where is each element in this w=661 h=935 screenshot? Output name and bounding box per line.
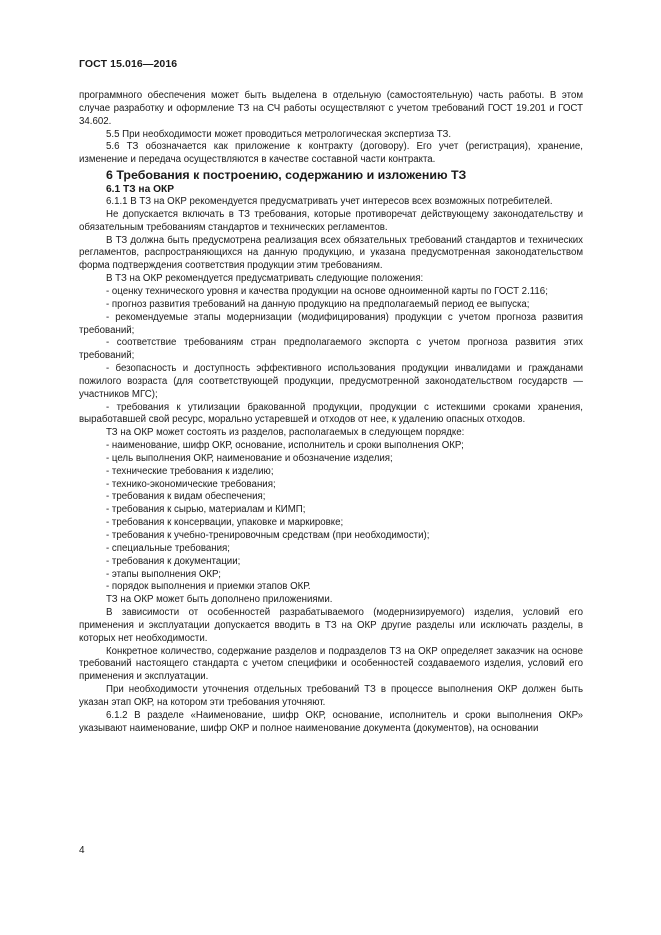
paragraph: Не допускается включать в ТЗ требования, которые противоречат действующему законодательству и обязательным требованиям стандартов и технических регламентов. xyxy=(79,208,583,233)
list-item: - оценку технического уровня и качества продукции на основе одноименной карты по ГОСТ 2.116; xyxy=(106,285,548,297)
paragraph: 6.1.1 В ТЗ на ОКР рекомендуется предусматривать учет интересов всех возможных потребителей. xyxy=(106,196,553,208)
list-item: - прогноз развития требований на данную продукцию на предполагаемый период ее выпуска; xyxy=(106,298,530,310)
list-item: - этапы выполнения ОКР; xyxy=(106,568,222,580)
paragraph: При необходимости уточнения отдельных требований ТЗ в процессе выполнения ОКР должен быть указан этап ОКР, на котором эти требования уточняют. xyxy=(79,684,583,708)
list-item: - специальные требования; xyxy=(106,542,230,554)
list-item: - требования к утилизации бракованной продукции, продукции с истекшими сроками хранения, выработавшей свой ресурс, морально устаревшей и отходов от нее, к удалению опасных отходов. xyxy=(79,401,583,426)
list-item: - требования к учебно-тренировочным средствам (при необходимости); xyxy=(106,530,430,541)
list-item: - наименование, шифр ОКР, основание, исполнитель и сроки выполнения ОКР; xyxy=(106,440,464,452)
list-item: - требования к видам обеспечения; xyxy=(106,491,266,503)
list-item: - безопасность и доступность эффективного использования продукции инвалидами и гражданами пожилого возраста (для соответствующей продукции, предусмотренной законодательством государств — участников МГС); xyxy=(79,363,583,400)
list-item: - требования к документации; xyxy=(106,555,241,567)
list-item: - требования к консервации, упаковке и маркировке; xyxy=(106,517,344,529)
list-item: - технические требования к изделию; xyxy=(106,465,274,477)
subsection-title: 6.1 ТЗ на ОКР xyxy=(106,184,175,196)
list-item: - технико-экономические требования; xyxy=(106,478,276,490)
list-item: - требования к сырью, материалам и КИМП; xyxy=(106,504,306,516)
page-number: 4 xyxy=(79,845,85,856)
list-item: - рекомендуемые этапы модернизации (модифицирования) продукции с учетом прогноза развития требований; xyxy=(79,311,583,336)
paragraph: В ТЗ на ОКР рекомендуется предусматривать следующие положения: xyxy=(106,273,424,285)
paragraph: 6.1.2 В разделе «Наименование, шифр ОКР, основание, исполнитель и сроки выполнения ОКР» указывают наименование, шифр ОКР и полное наименование документа (документов), на основании xyxy=(79,709,583,734)
section-title: 6 Требования к построению, содержанию и изложению ТЗ xyxy=(106,168,467,183)
paragraph: В зависимости от особенностей разрабатываемого (модернизируемого) изделия, условий его применения и эксплуатации допускается вводить в ТЗ на ОКР другие разделы или исключать разделы, в которых нет необходимости. xyxy=(79,607,583,644)
paragraph: ТЗ на ОКР может быть дополнено приложениями. xyxy=(106,594,333,606)
list-item: - соответствие требованиям стран предполагаемого экспорта с учетом прогноза развития этих требований; xyxy=(79,337,583,362)
paragraph: ТЗ на ОКР может состоять из разделов, располагаемых в следующем порядке: xyxy=(106,427,465,439)
list-item: - цель выполнения ОКР, наименование и обозначение изделия; xyxy=(106,452,393,464)
paragraph: Конкретное количество, содержание разделов и подразделов ТЗ на ОКР определяет заказчик на основе требований настоящего стандарта с учетом специфики и особенностей создаваемого изделия, условий его применения и эксплуатации. xyxy=(79,645,583,683)
page-header: ГОСТ 15.016—2016 xyxy=(79,58,178,70)
list-item: - порядок выполнения и приемки этапов ОКР. xyxy=(106,581,311,593)
paragraph: В ТЗ должна быть предусмотрена реализация всех обязательных требований стандартов и технических регламентов, распространяющихся на данную продукцию, и указана предусмотренная законодательством форма подтверждения соответствия продукции этим требованиям. xyxy=(79,234,583,272)
page-content xyxy=(79,90,583,736)
paragraph: 5.6 ТЗ обозначается как приложение к контракту (договору). Его учет (регистрация), хранение, изменение и передача осуществляются в качестве составной части контракта. xyxy=(79,141,583,166)
paragraph: программного обеспечения может быть выделена в отдельную (самостоятельную) часть работы. В этом случае разработку и оформление ТЗ на СЧ работы осуществляют с учетом требований ГОСТ 19.201 и ГОСТ 34.602. xyxy=(79,90,583,127)
paragraph: 5.5 При необходимости может проводиться метрологическая экспертиза ТЗ. xyxy=(106,128,452,140)
